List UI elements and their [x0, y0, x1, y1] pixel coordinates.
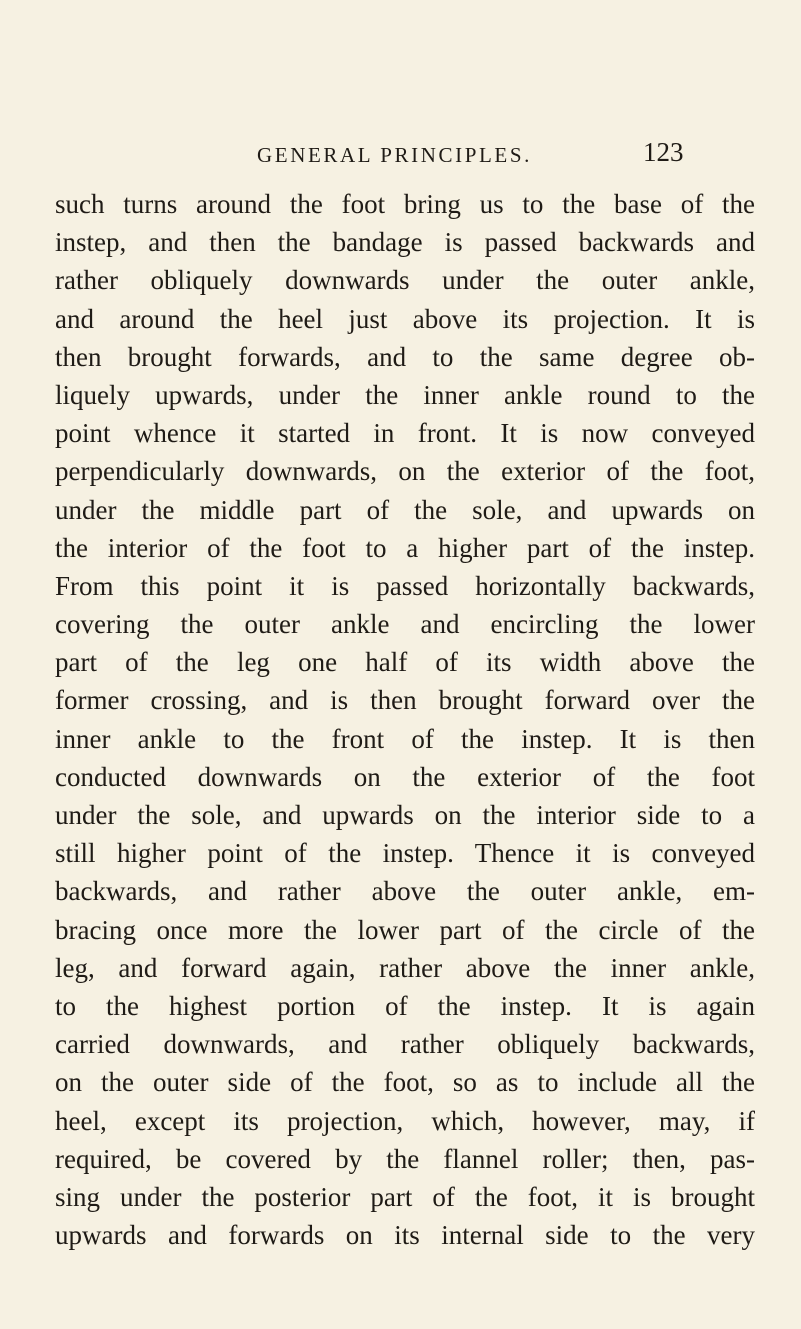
- body-text: [55, 185, 755, 1254]
- text-line: upwards and forwards on its internal side to the very: [55, 1220, 755, 1251]
- text-line: liquely upwards, under the inner ankle round to the: [55, 379, 755, 410]
- text-line: From this point it is passed horizontally backwards,: [55, 570, 755, 601]
- text-line: under the middle part of the sole, and upwards on: [55, 494, 755, 525]
- text-line: the interior of the foot to a higher part of the instep.: [55, 532, 755, 563]
- text-line: on the outer side of the foot, so as to include all the: [55, 1067, 755, 1098]
- text-line: instep, and then the bandage is passed backwards and: [55, 227, 755, 258]
- text-line: backwards, and rather above the outer ankle, em-: [55, 876, 755, 907]
- page-number: 123: [643, 137, 684, 167]
- text-line: bracing once more the lower part of the circle of the: [55, 914, 755, 945]
- text-line: sing under the posterior part of the foot, it is brought: [55, 1181, 755, 1212]
- text-line: inner ankle to the front of the instep. It is then: [55, 723, 755, 754]
- running-head-title: GENERAL PRINCIPLES.: [257, 143, 532, 167]
- text-line: rather obliquely downwards under the outer ankle,: [55, 265, 755, 296]
- text-line: such turns around the foot bring us to the base of the: [55, 189, 755, 219]
- text-line: to the highest portion of the instep. It is again: [55, 990, 755, 1021]
- text-line: heel, except its projection, which, however, may, if: [55, 1105, 755, 1136]
- text-line: still higher point of the instep. Thence it is conveyed: [55, 838, 755, 869]
- text-line: perpendicularly downwards, on the exterior of the foot,: [55, 456, 755, 487]
- text-line: covering the outer ankle and encircling the lower: [55, 609, 755, 640]
- text-line: conducted downwards on the exterior of the foot: [55, 761, 755, 792]
- text-line: carried downwards, and rather obliquely backwards,: [55, 1029, 755, 1060]
- text-line: and around the heel just above its projection. It is: [55, 303, 755, 334]
- running-head: [0, 137, 801, 170]
- text-line: required, be covered by the flannel roller; then, pas-: [55, 1143, 755, 1174]
- text-line: part of the leg one half of its width above the: [55, 647, 755, 678]
- text-line: under the sole, and upwards on the interior side to a: [55, 800, 755, 830]
- text-line: point whence it started in front. It is now conveyed: [55, 418, 755, 449]
- text-line: former crossing, and is then brought forward over the: [55, 685, 755, 716]
- text-line: then brought forwards, and to the same degree ob-: [55, 341, 755, 372]
- text-line: leg, and forward again, rather above the inner ankle,: [55, 952, 755, 983]
